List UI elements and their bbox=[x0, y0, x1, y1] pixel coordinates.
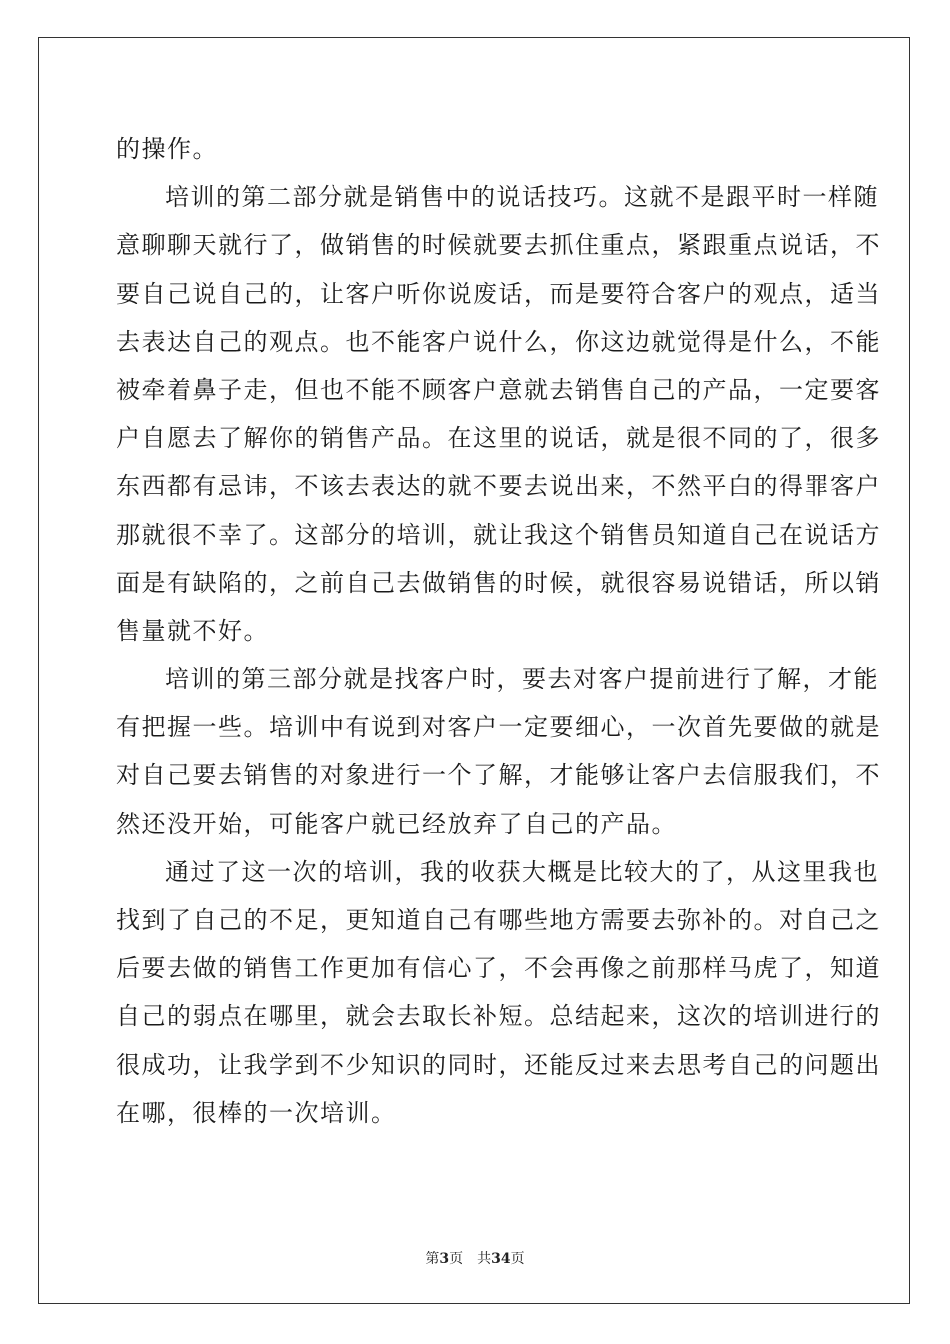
document-body bbox=[116, 125, 881, 1137]
text-line: 然还没开始，可能客户就已经放弃了自己的产品。 bbox=[116, 809, 677, 838]
total-label-prefix: 共 bbox=[477, 1251, 492, 1267]
page-label-suffix: 页 bbox=[449, 1251, 464, 1267]
total-label-suffix: 页 bbox=[510, 1251, 525, 1267]
page-number: 3 bbox=[439, 1251, 450, 1267]
text-line: 被牵着鼻子走，但也不能不顾客户意就去销售自己的产品，一定要客 bbox=[116, 375, 881, 404]
text-line: 有把握一些。培训中有说到对客户一定要细心，一次首先要做的就是 bbox=[116, 713, 881, 742]
text-line: 自己的弱点在哪里，就会去取长补短。总结起来，这次的培训进行的 bbox=[116, 1002, 881, 1031]
text-line: 去表达自己的观点。也不能客户说什么，你这边就觉得是什么，不能 bbox=[116, 327, 881, 356]
text-line: 对自己要去销售的对象进行一个了解，才能够让客户去信服我们，不 bbox=[116, 761, 881, 790]
paragraph-first-line: 通过了这一次的培训，我的收获大概是比较大的了，从这里我也 bbox=[165, 857, 879, 886]
text-line: 找到了自己的不足，更知道自己有哪些地方需要去弥补的。对自己之 bbox=[116, 906, 881, 934]
paragraph-first-line: 培训的第三部分就是找客户时，要去对客户提前进行了解，才能 bbox=[165, 665, 879, 694]
text-line: 在哪，很棒的一次培训。 bbox=[116, 1098, 397, 1127]
text-line: 面是有缺陷的，之前自己去做销售的时候，就很容易说错话，所以销 bbox=[116, 568, 881, 597]
text-line: 要自己说自己的，让客户听你说废话，而是要符合客户的观点，适当 bbox=[116, 279, 881, 308]
total-pages: 34 bbox=[491, 1251, 511, 1267]
text-line: 东西都有忌讳，不该去表达的就不要去说出来，不然平白的得罪客户 bbox=[116, 472, 881, 501]
page-label-prefix: 第 bbox=[425, 1251, 440, 1267]
text-line: 意聊聊天就行了，做销售的时候就要去抓住重点，紧跟重点说话，不 bbox=[116, 231, 881, 260]
page-footer bbox=[0, 1248, 950, 1268]
text-line: 户自愿去了解你的销售产品。在这里的说话，就是很不同的了，很多 bbox=[116, 424, 881, 453]
text-line: 那就很不幸了。这部分的培训，就让我这个销售员知道自己在说话方 bbox=[116, 520, 881, 549]
paragraph-first-line: 培训的第二部分就是销售中的说话技巧。这就不是跟平时一样随 bbox=[165, 183, 879, 212]
text-line: 售量就不好。 bbox=[116, 616, 269, 645]
text-line: 很成功，让我学到不少知识的同时，还能反过来去思考自己的问题出 bbox=[116, 1050, 881, 1079]
text-line: 后要去做的销售工作更加有信心了，不会再像之前那样马虎了，知道 bbox=[116, 954, 881, 983]
text-line: 的操作。 bbox=[116, 135, 218, 163]
